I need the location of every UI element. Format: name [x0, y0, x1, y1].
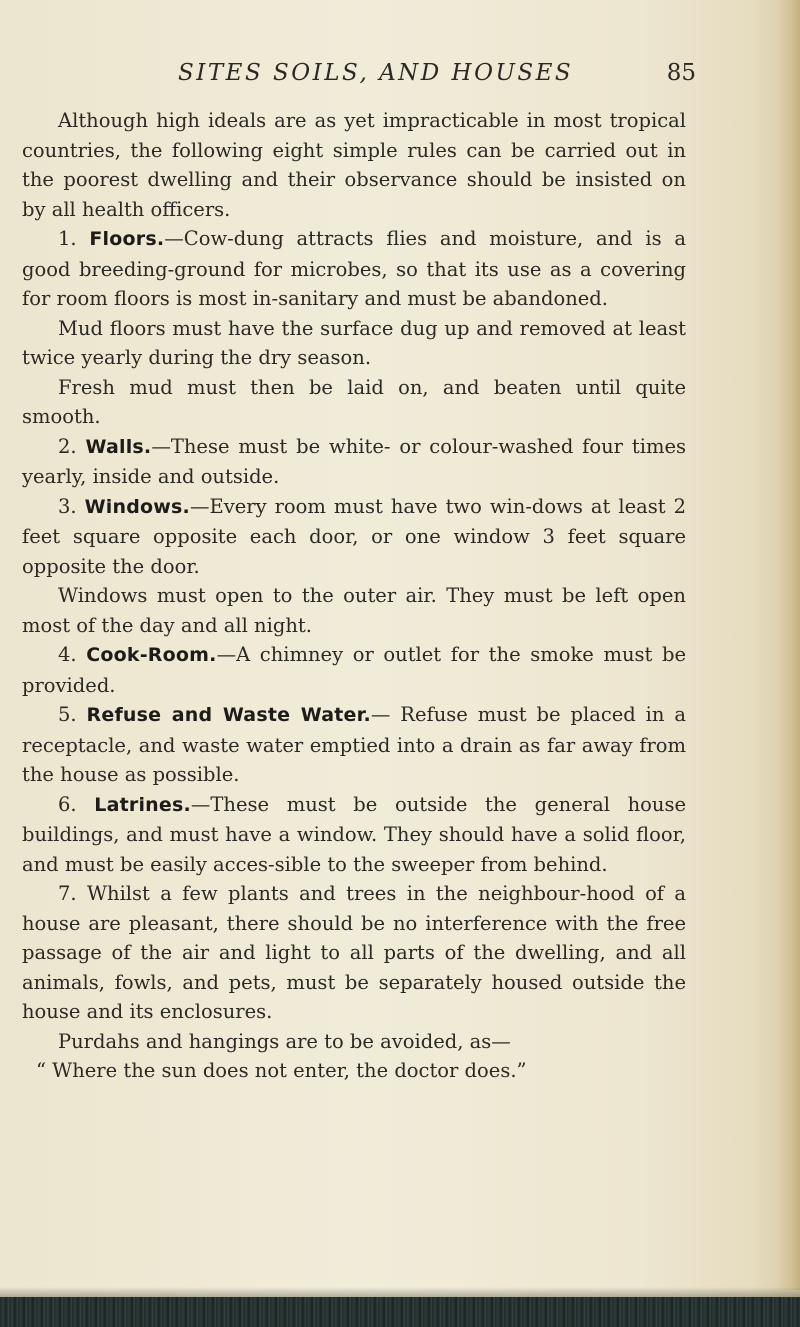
rule-text: Whilst a few plants and trees in the neighbour-hood of a house are pleasant, there should be no interference with the free passage of the air and light to all parts of the dwelling, and all animals, fowls, and pets, must be separately housed outside the house and its enclosures. — [22, 882, 687, 1023]
rule-windows — [22, 492, 686, 582]
closing-paragraph: Purdahs and hangings are to be avoided, as— — [58, 1029, 511, 1053]
page-number: 85 — [666, 60, 696, 86]
rule-number: 2. — [58, 434, 77, 458]
running-head-title: SITES SOILS, AND HOUSES — [178, 60, 574, 86]
rule-heading: Floors. — [89, 228, 165, 250]
rule-heading: Refuse and Waste Water. — [86, 704, 371, 726]
rule-number: 3. — [58, 494, 77, 518]
rule-number: 4. — [58, 643, 77, 666]
rule-floors — [22, 224, 686, 314]
rule-text: —These must be outside the general house buildings, and must have a window. They should have a solid floor, and must be easily acces-sible to the sweeper from behind. — [22, 792, 686, 876]
scan-bottom-edge — [0, 1297, 800, 1327]
rule-heading: Walls. — [85, 435, 152, 458]
rule-number: 1. — [58, 227, 77, 250]
rule-floors-paragraph-3: Fresh mud must then be laid on, and beaten until quite smooth. — [22, 375, 686, 428]
rule-walls — [22, 432, 686, 492]
closing-quote: “ Where the sun does not enter, the doctor does.” — [36, 1059, 527, 1082]
rule-number: 7. — [58, 882, 77, 905]
rule-refuse — [22, 700, 686, 790]
running-head — [60, 60, 700, 96]
rule-text: — Refuse must be placed in a receptacle, and waste water emptied into a drain as far away from the house as possible. — [22, 703, 686, 786]
rule-plants — [22, 879, 686, 1027]
rule-number: 5. — [58, 703, 77, 726]
page-edge-shadow — [778, 0, 800, 1290]
rule-heading: Windows. — [84, 495, 190, 518]
rule-latrines — [22, 790, 686, 880]
intro-paragraph: Although high ideals are as yet impracticable in most tropical countries, the following eight simple rules can be carried out in the poorest dwelling and their observance should be insisted on by all health officers. — [22, 109, 686, 221]
rule-cook-room — [22, 640, 686, 700]
rule-number: 6. — [58, 792, 77, 816]
rule-text: —Every room must have two win-dows at least 2 feet square opposite each door, or one window 3 feet square opposite the door. — [22, 494, 686, 578]
rule-text: —These must be white- or colour-washed four times yearly, inside and outside. — [22, 434, 686, 488]
body-text — [22, 106, 686, 1086]
rule-floors-paragraph-2: Mud floors must have the surface dug up and removed at least twice yearly during the dry season. — [22, 316, 686, 369]
rule-heading: Latrines. — [94, 793, 191, 816]
scan-edge-shadow — [0, 1287, 800, 1297]
rule-windows-paragraph-2: Windows must open to the outer air. They must be left open most of the day and all night. — [22, 584, 686, 637]
rule-text: —Cow-dung attracts flies and moisture, and is a good breeding-ground for microbes, so that its use as a covering for room floors is most in-sanitary and must be abandoned. — [22, 227, 686, 310]
rule-text: —A chimney or outlet for the smoke must be provided. — [22, 643, 686, 697]
rule-heading: Cook-Room. — [86, 644, 217, 666]
